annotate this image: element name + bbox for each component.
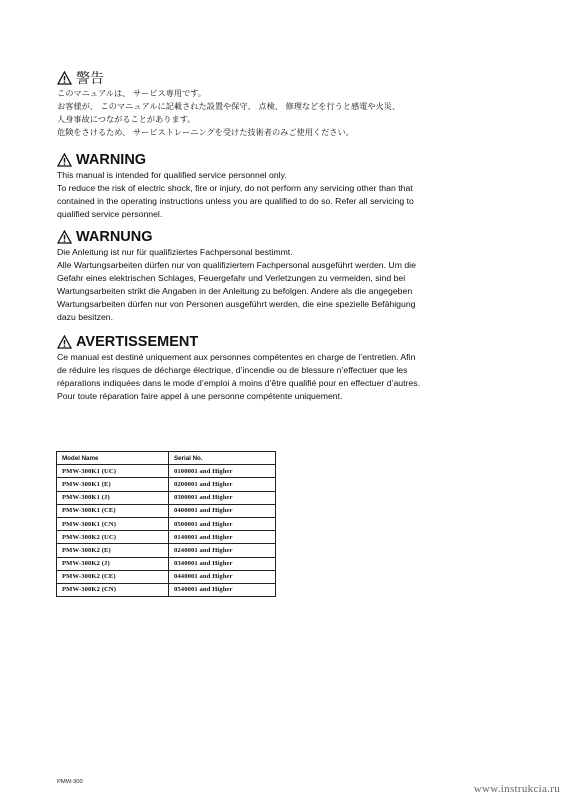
section-heading — [57, 152, 527, 168]
text-line: Die Anleitung ist nur für qualifiziertes Fachpersonal bestimmt. — [57, 247, 293, 257]
serial-cell: 0300001 and Higher — [169, 491, 276, 504]
text-line: Wartungsarbeiten strikt die Angaben in der Anleitung zu befolgen. Andere als die angegeben — [57, 286, 413, 296]
model-cell: PMW-300K2 (UC) — [57, 531, 169, 544]
section-heading — [57, 334, 527, 350]
serial-cell: 0400001 and Higher — [169, 504, 276, 517]
serial-cell: 0440001 and Higher — [169, 570, 276, 583]
table-row — [57, 531, 276, 544]
watermark: www.instrukcia.ru — [473, 783, 560, 795]
serial-cell: 0540001 and Higher — [169, 583, 276, 596]
column-header-serial: Serial No. — [169, 452, 276, 465]
warning-triangle-icon — [57, 335, 72, 349]
table-row — [57, 517, 276, 530]
table-row — [57, 465, 276, 478]
text-line: dazu besitzen. — [57, 312, 114, 322]
text-line: contained in the operating instructions unless you are qualified to do so. Refer all servicing to — [57, 196, 414, 206]
model-cell: PMW-300K1 (CE) — [57, 504, 169, 517]
model-cell: PMW-300K2 (CE) — [57, 570, 169, 583]
text-line: Ce manual est destiné uniquement aux personnes compétentes en charge de l’entretien. Afin — [57, 352, 416, 362]
serial-cell: 0240001 and Higher — [169, 544, 276, 557]
section-heading — [57, 229, 527, 245]
table-row — [57, 478, 276, 491]
paragraph — [57, 87, 527, 139]
model-cell: PMW-300K1 (J) — [57, 491, 169, 504]
heading-text: 警告 — [76, 70, 104, 86]
paragraph — [57, 351, 527, 403]
warning-section-en — [57, 152, 527, 221]
text-line: 危険をさけるため、 サービストレーニングを受けた技術者のみご使用ください。 — [57, 127, 354, 137]
paragraph — [57, 246, 527, 324]
table-row — [57, 544, 276, 557]
model-cell: PMW-300K2 (J) — [57, 557, 169, 570]
text-line: お客様が、 このマニュアルに記載された設置や保守、 点検、 修理などを行うと感電や火災、 — [57, 101, 401, 111]
model-serial-table — [56, 451, 276, 597]
table-row — [57, 504, 276, 517]
serial-cell: 0140001 and Higher — [169, 531, 276, 544]
table-row — [57, 583, 276, 596]
warning-triangle-icon — [57, 71, 72, 85]
section-heading — [57, 70, 527, 86]
warning-triangle-icon — [57, 153, 72, 167]
text-line: このマニュアルは、 サービス専用です。 — [57, 88, 206, 98]
text-line: Pour toute réparation faire appel à une personne compétente uniquement. — [57, 391, 343, 401]
text-line: Gefahr eines elektrischen Schlages, Feuergefahr und Verletzungen zu vermeiden, sind bei — [57, 273, 406, 283]
paragraph — [57, 169, 527, 221]
serial-cell: 0500001 and Higher — [169, 517, 276, 530]
model-cell: PMW-300K1 (CN) — [57, 517, 169, 530]
table-header-row — [57, 452, 276, 465]
heading-text: WARNUNG — [76, 229, 153, 245]
column-header-model: Model Name — [57, 452, 169, 465]
text-line: qualified service personnel. — [57, 209, 163, 219]
serial-cell: 0340001 and Higher — [169, 557, 276, 570]
model-cell: PMW-300K2 (CN) — [57, 583, 169, 596]
table-row — [57, 491, 276, 504]
warning-section-de — [57, 229, 527, 324]
heading-text: AVERTISSEMENT — [76, 334, 199, 350]
warning-triangle-icon — [57, 230, 72, 244]
heading-text: WARNING — [76, 152, 147, 168]
footer-model-name: PMW-300 — [57, 779, 83, 785]
text-line: de réduire les risques de décharge électrique, d’incendie ou de blessure n’effectuer que les — [57, 365, 408, 375]
serial-cell: 0200001 and Higher — [169, 478, 276, 491]
text-line: 人身事故につながることがあります。 — [57, 114, 196, 124]
text-line: This manual is intended for qualified service personnel only. — [57, 170, 287, 180]
model-cell: PMW-300K1 (E) — [57, 478, 169, 491]
table-row — [57, 557, 276, 570]
serial-cell: 0100001 and Higher — [169, 465, 276, 478]
model-cell: PMW-300K1 (UC) — [57, 465, 169, 478]
text-line: To reduce the risk of electric shock, fire or injury, do not perform any servicing other than that — [57, 183, 413, 193]
warning-section-ja — [57, 70, 527, 139]
text-line: Wartungsarbeiten dürfen nur von Personen ausgeführt werden, die eine spezielle Befähigung — [57, 299, 416, 309]
warning-section-fr — [57, 334, 527, 403]
text-line: Alle Wartungsarbeiten dürfen nur von qualifiziertem Fachpersonal ausgeführt werden. Um die — [57, 260, 416, 270]
table-row — [57, 570, 276, 583]
text-line: réparations indiquées dans le mode d’emploi à moins d’être qualifié pour en effectuer d’autres. — [57, 378, 421, 388]
model-cell: PMW-300K2 (E) — [57, 544, 169, 557]
